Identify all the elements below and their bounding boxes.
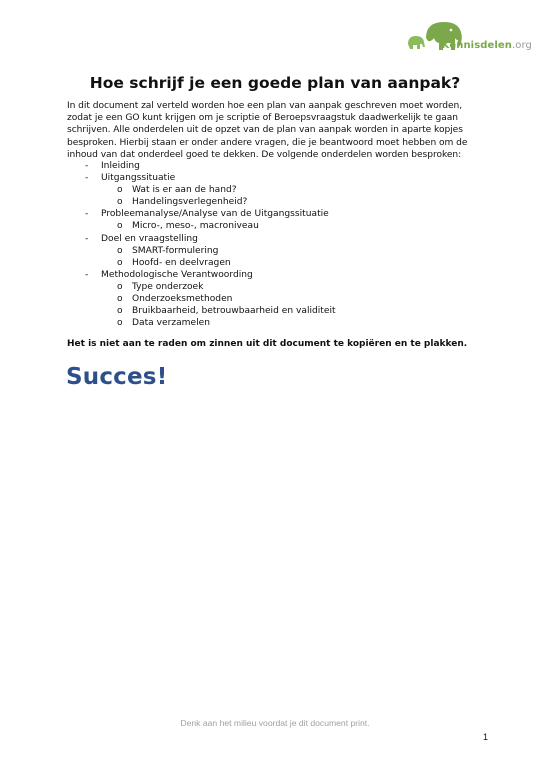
- list-bullet: -: [85, 269, 89, 280]
- sub-list-item: [85, 245, 336, 257]
- sub-list-item-label: Type onderzoek: [132, 281, 204, 292]
- sub-list-item-label: Wat is er aan de hand?: [132, 185, 237, 196]
- copy-warning: Het is niet aan te raden om zinnen uit dit document te kopiëren en te plakken.: [67, 339, 468, 349]
- sub-list-item: [85, 281, 336, 293]
- sub-list-item-label: Bruikbaarheid, betrouwbaarheid en validiteit: [132, 306, 336, 317]
- sub-list-item: [85, 184, 336, 196]
- sub-list-item: [85, 317, 336, 329]
- logo-text: Kennisdelen.org: [441, 40, 532, 51]
- list-item-label: Doel en vraagstelling: [101, 233, 198, 244]
- sub-list-bullet: o: [117, 197, 123, 208]
- list-bullet: -: [85, 173, 89, 184]
- list-bullet: -: [85, 209, 89, 220]
- sub-list-bullet: o: [117, 185, 123, 196]
- list-item-label: Uitgangssituatie: [101, 173, 176, 184]
- sub-list-bullet: o: [117, 306, 123, 317]
- sub-list-item-label: Hoofd- en deelvragen: [132, 257, 231, 268]
- list-item-label: Probleemanalyse/Analyse van de Uitgangssituatie: [101, 209, 329, 220]
- list-item: [85, 160, 336, 172]
- sub-list-item-label: Handelingsverlegenheid?: [132, 197, 248, 208]
- sub-list-bullet: o: [117, 245, 123, 256]
- sub-list-item: [85, 257, 336, 269]
- sub-list-bullet: o: [117, 318, 123, 329]
- sub-list-bullet: o: [117, 221, 123, 232]
- sub-list-bullet: o: [117, 294, 123, 305]
- sub-list-item-label: SMART-formulering: [132, 245, 219, 256]
- sub-list-item: [85, 196, 336, 208]
- topic-list: [85, 160, 336, 329]
- sub-list-item-label: Data verzamelen: [132, 318, 211, 329]
- sub-list-item: [85, 293, 336, 305]
- sub-list-item-label: Micro-, meso-, macroniveau: [132, 221, 259, 232]
- list-bullet: -: [85, 161, 89, 171]
- page-title: Hoe schrijf je een goede plan van aanpak?: [89, 74, 461, 92]
- page-number: 1: [482, 732, 488, 742]
- list-item: [85, 233, 336, 245]
- success-heading: Succes!: [66, 364, 168, 390]
- sub-list-bullet: o: [117, 281, 123, 292]
- site-logo[interactable]: [404, 14, 532, 54]
- sub-list-bullet: o: [117, 257, 123, 268]
- list-item: [85, 172, 336, 184]
- page-footer: Denk aan het milieu voordat je dit document print.: [180, 718, 370, 728]
- list-item: [85, 269, 336, 281]
- intro-paragraph: In dit document zal verteld worden hoe een plan van aanpak geschreven moet worden, zodat je een GO kunt krijgen om je scriptie of Beroepsvraagstuk daadwerkelijk te gaan schrijven. Alle onderdelen uit de opzet van de plan van aanpak worden in aparte kopjes besproken. Hierbij staan er onder andere vragen, die je beantwoord moet hebben om de inhoud van dat onderdeel goed te dekken. De volgende onderdelen worden besproken:: [67, 101, 468, 160]
- list-bullet: -: [85, 233, 89, 244]
- list-item: [85, 208, 336, 220]
- sub-list-item: [85, 220, 336, 232]
- list-item-label: Inleiding: [101, 161, 140, 171]
- sub-list-item-label: Onderzoeksmethoden: [132, 294, 233, 305]
- list-item-label: Methodologische Verantwoording: [101, 269, 253, 280]
- sub-list-item: [85, 305, 336, 317]
